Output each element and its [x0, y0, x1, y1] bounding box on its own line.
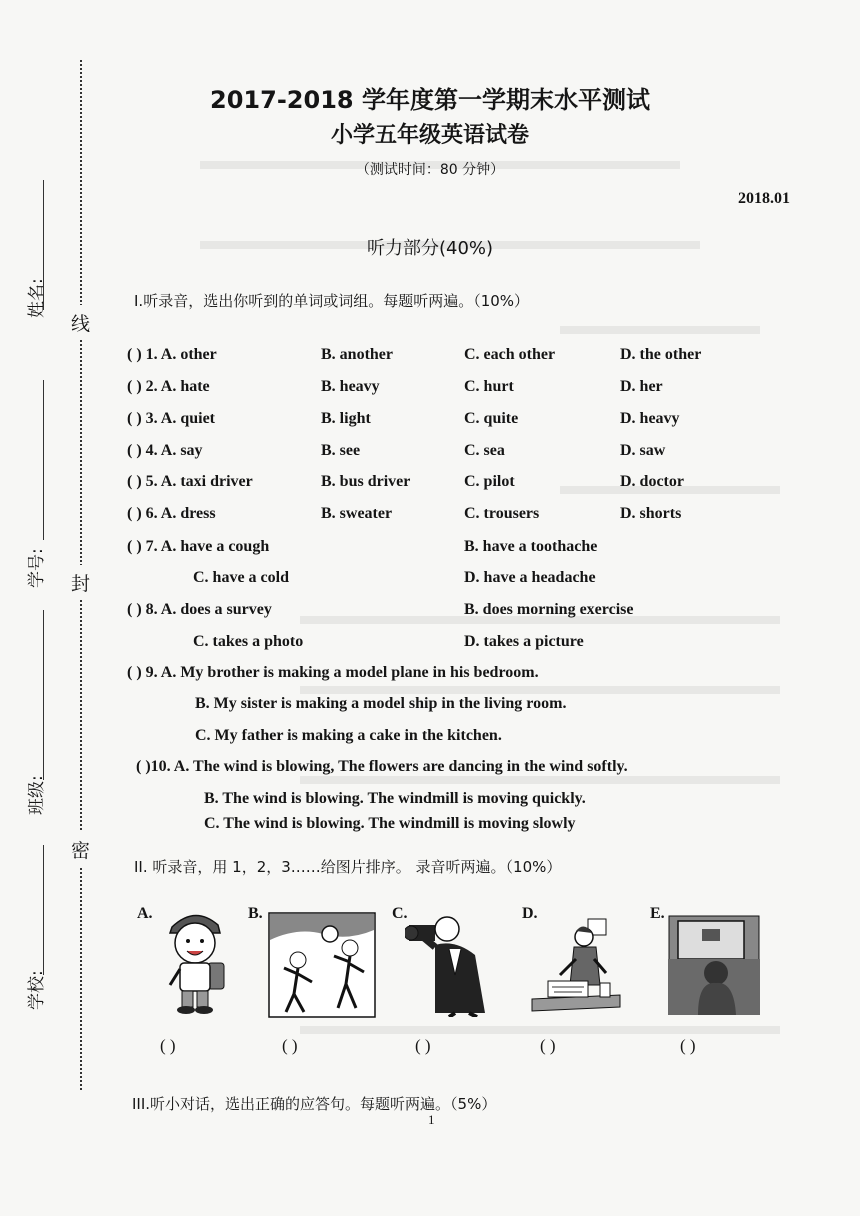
q10-number[interactable]: ( )10. A. The wind is blowing, The flowers are dancing in the wind softly.: [136, 758, 628, 775]
q8-number[interactable]: ( ) 8. A. does a survey: [127, 601, 272, 618]
q6-option-b: B. sweater: [321, 505, 393, 522]
child-watching-tv-picture: [668, 915, 760, 1015]
exam-subtitle: 小学五年级英语试卷: [330, 123, 529, 148]
q1-option-c: C. each other: [464, 346, 556, 363]
man-taking-photo-picture: [405, 905, 497, 1017]
listening-section-title: 听力部分(40%): [366, 238, 494, 259]
q2-option-d: D. her: [620, 378, 663, 395]
part3-instruction: III.听小对话，选出正确的应答句。每题听两遍。（5%）: [132, 1095, 497, 1113]
boy-with-backpack-picture: [160, 905, 230, 1015]
answer-bracket-d[interactable]: ( ): [540, 1036, 556, 1055]
q1-number[interactable]: ( ) 1. A. other: [127, 346, 217, 363]
q10-option-c: C. The wind is blowing. The windmill is moving slowly: [204, 815, 576, 832]
q9-option-b: B. My sister is making a model ship in the living room.: [195, 695, 567, 712]
q6-option-d: D. shorts: [620, 505, 682, 522]
q4-option-d: D. saw: [620, 442, 666, 459]
q3-option-c: C. quite: [464, 410, 519, 427]
part1-instruction: Ⅰ.听录音，选出你听到的单词或词组。每题听两遍。（10%）: [134, 292, 530, 310]
seal-char-seal: 封: [71, 565, 90, 600]
exam-title: 2017-2018 学年度第一学期末水平测试: [210, 86, 650, 114]
name-label: 姓名:: [27, 278, 47, 318]
school-field-line[interactable]: [43, 845, 44, 975]
student-id-field-line[interactable]: [43, 380, 44, 540]
picture-e-label: E.: [650, 905, 665, 922]
q7-option-b: B. have a toothache: [464, 538, 598, 555]
q6-number[interactable]: ( ) 6. A. dress: [127, 505, 216, 522]
answer-bracket-c[interactable]: ( ): [415, 1036, 431, 1055]
school-label: 学校:: [27, 970, 47, 1010]
q9-number[interactable]: ( ) 9. A. My brother is making a model plane in his bedroom.: [127, 664, 539, 681]
children-playing-ball-picture: [268, 912, 376, 1018]
answer-bracket-e[interactable]: ( ): [680, 1036, 696, 1055]
q10-option-b: B. The wind is blowing. The windmill is moving quickly.: [204, 790, 586, 807]
page-number: 1: [428, 1112, 435, 1127]
q2-option-c: C. hurt: [464, 378, 514, 395]
answer-bracket-a[interactable]: ( ): [160, 1036, 176, 1055]
q4-option-c: C. sea: [464, 442, 505, 459]
woman-cooking-picture: [530, 915, 622, 1015]
q1-option-d: D. the other: [620, 346, 702, 363]
q4-number[interactable]: ( ) 4. A. say: [127, 442, 203, 459]
q5-option-b: B. bus driver: [321, 473, 411, 490]
q3-option-d: D. heavy: [620, 410, 680, 427]
q8-option-d: D. takes a picture: [464, 633, 584, 650]
part2-instruction: II. 听录音，用 1，2，3……给图片排序。 录音听两遍。（10%）: [134, 858, 562, 876]
class-field-line[interactable]: [43, 610, 44, 780]
q8-option-b: B. does morning exercise: [464, 601, 634, 618]
q3-option-b: B. light: [321, 410, 371, 427]
q2-number[interactable]: ( ) 2. A. hate: [127, 378, 210, 395]
exam-duration: （测试时间：80 分钟）: [355, 162, 505, 178]
class-label: 班级:: [27, 775, 47, 815]
exam-date: 2018.01: [738, 190, 790, 207]
q5-option-c: C. pilot: [464, 473, 515, 490]
q4-option-b: B. see: [321, 442, 361, 459]
q6-option-c: C. trousers: [464, 505, 540, 522]
student-id-label: 学号:: [27, 548, 47, 588]
q2-option-b: B. heavy: [321, 378, 380, 395]
q8-option-c: C. takes a photo: [193, 633, 304, 650]
seal-char-secret: 密: [71, 832, 90, 867]
q5-number[interactable]: ( ) 5. A. taxi driver: [127, 473, 253, 490]
picture-b-label: B.: [248, 905, 263, 922]
picture-a-label: A.: [137, 905, 153, 922]
q9-option-c: C. My father is making a cake in the kitchen.: [195, 727, 502, 744]
answer-bracket-b[interactable]: ( ): [282, 1036, 298, 1055]
q3-number[interactable]: ( ) 3. A. quiet: [127, 410, 215, 427]
q5-option-d: D. doctor: [620, 473, 684, 490]
seal-char-line: 线: [71, 305, 90, 340]
q7-number[interactable]: ( ) 7. A. have a cough: [127, 538, 270, 555]
q7-option-d: D. have a headache: [464, 569, 596, 586]
q1-option-b: B. another: [321, 346, 393, 363]
picture-d-label: D.: [522, 905, 538, 922]
picture-c-label: C.: [392, 905, 408, 922]
q7-option-c: C. have a cold: [193, 569, 289, 586]
